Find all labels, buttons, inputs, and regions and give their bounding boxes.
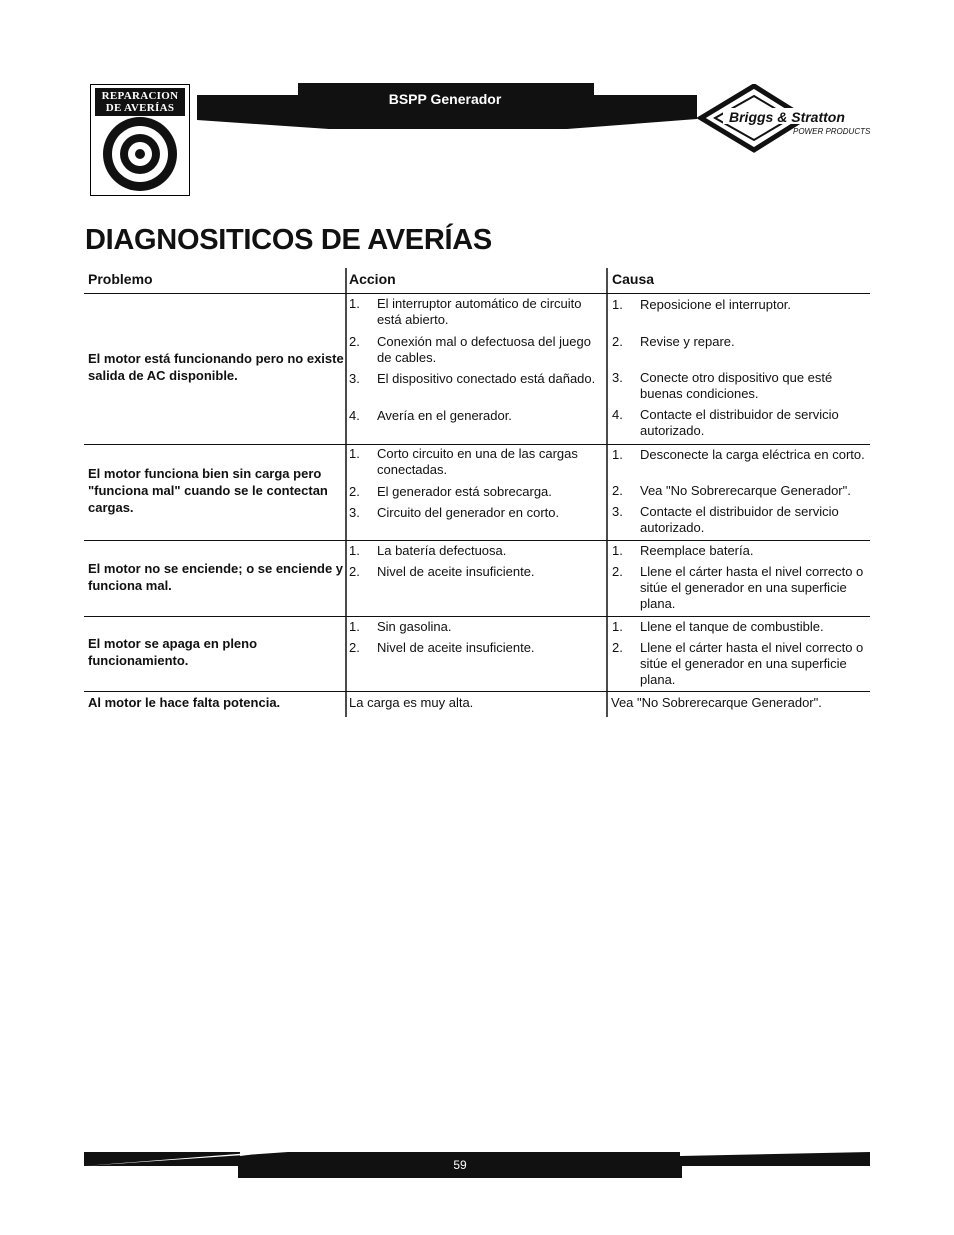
action-number: 2. [349,640,360,655]
cause-number: 2. [612,334,623,349]
problem-text: Al motor le hace falta potencia. [88,695,281,710]
action-number: 1. [349,619,360,634]
action-text: El interruptor automático de circuito está abierto. [377,296,582,327]
cause-text: Llene el tanque de combustible. [640,619,824,634]
logo-line-1: REPARACION [101,90,179,102]
cause-number: 1. [612,543,623,558]
cause-number: 2. [612,483,623,498]
action-number: 4. [349,408,360,423]
cause-number: 3. [612,504,623,519]
action-text: Sin gasolina. [377,619,452,634]
column-header-action: Accion [349,271,396,287]
cause-text: Conecte otro dispositivo que esté buenas condiciones. [640,370,833,401]
cause-text: Desconecte la carga eléctrica en corto. [640,447,865,462]
brand-name: Briggs & Stratton [729,109,845,125]
cause-text: Llene el cárter hasta el nivel correcto o sitúe el generador en una superficie plana. [640,640,864,687]
action-number: 1. [349,296,360,311]
action-text: La batería defectuosa. [377,543,507,558]
action-text: Circuito del generador en corto. [377,505,560,520]
cause-number: 1. [612,297,623,312]
action-text: La carga es muy alta. [349,695,474,710]
action-text: El dispositivo conectado está dañado. [377,371,596,386]
brand-subtitle: POWER PRODUCTS [793,127,871,136]
problem-text: El motor se apaga en pleno funcionamiento. [88,636,258,668]
cause-text: Contacte el distribuidor de servicio autorizado. [640,407,839,438]
action-text: Nivel de aceite insuficiente. [377,564,535,579]
action-number: 2. [349,564,360,579]
page-number: 59 [453,1158,467,1172]
problem-text: El motor funciona bien sin carga pero "funciona mal" cuando se le contectan cargas. [88,466,328,515]
action-number: 3. [349,371,360,386]
logo-line-2: DE AVERÍAS [105,102,175,114]
action-text: Avería en el generador. [377,408,512,423]
cause-text: Reemplace batería. [640,543,754,558]
problem-text: El motor está funcionando pero no existe salida de AC disponible. [88,351,344,383]
cause-text: Reposicione el interruptor. [640,297,792,312]
action-text: Conexión mal o defectuosa del juego de cables. [377,334,591,365]
action-number: 3. [349,505,360,520]
action-text: Corto circuito en una de las cargas conectadas. [377,446,578,477]
column-header-problem: Problemo [88,271,153,287]
cause-text: Vea "No Sobrerecarque Generador". [640,483,851,498]
problem-text: El motor no se enciende; o se enciende y funciona mal. [88,561,344,593]
action-number: 1. [349,446,360,461]
cause-number: 3. [612,370,623,385]
header-title: BSPP Generador [388,91,502,107]
cause-number: 4. [612,407,623,422]
cause-number: 1. [612,447,623,462]
column-header-cause: Causa [612,271,655,287]
action-number: 2. [349,484,360,499]
action-text: El generador está sobrecarga. [377,484,552,499]
action-number: 2. [349,334,360,349]
cause-text: Llene el cárter hasta el nivel correcto o sitúe el generador en una superficie plana. [640,564,864,611]
cause-text: Contacte el distribuidor de servicio autorizado. [640,504,839,535]
cause-number: 2. [612,640,623,655]
action-number: 1. [349,543,360,558]
cause-text: Revise y repare. [640,334,735,349]
cause-text: Vea "No Sobrerecarque Generador". [611,695,822,710]
cause-number: 2. [612,564,623,579]
page-title: DIAGNOSITICOS DE AVERÍAS [85,224,492,256]
action-text: Nivel de aceite insuficiente. [377,640,535,655]
cause-number: 1. [612,619,623,634]
